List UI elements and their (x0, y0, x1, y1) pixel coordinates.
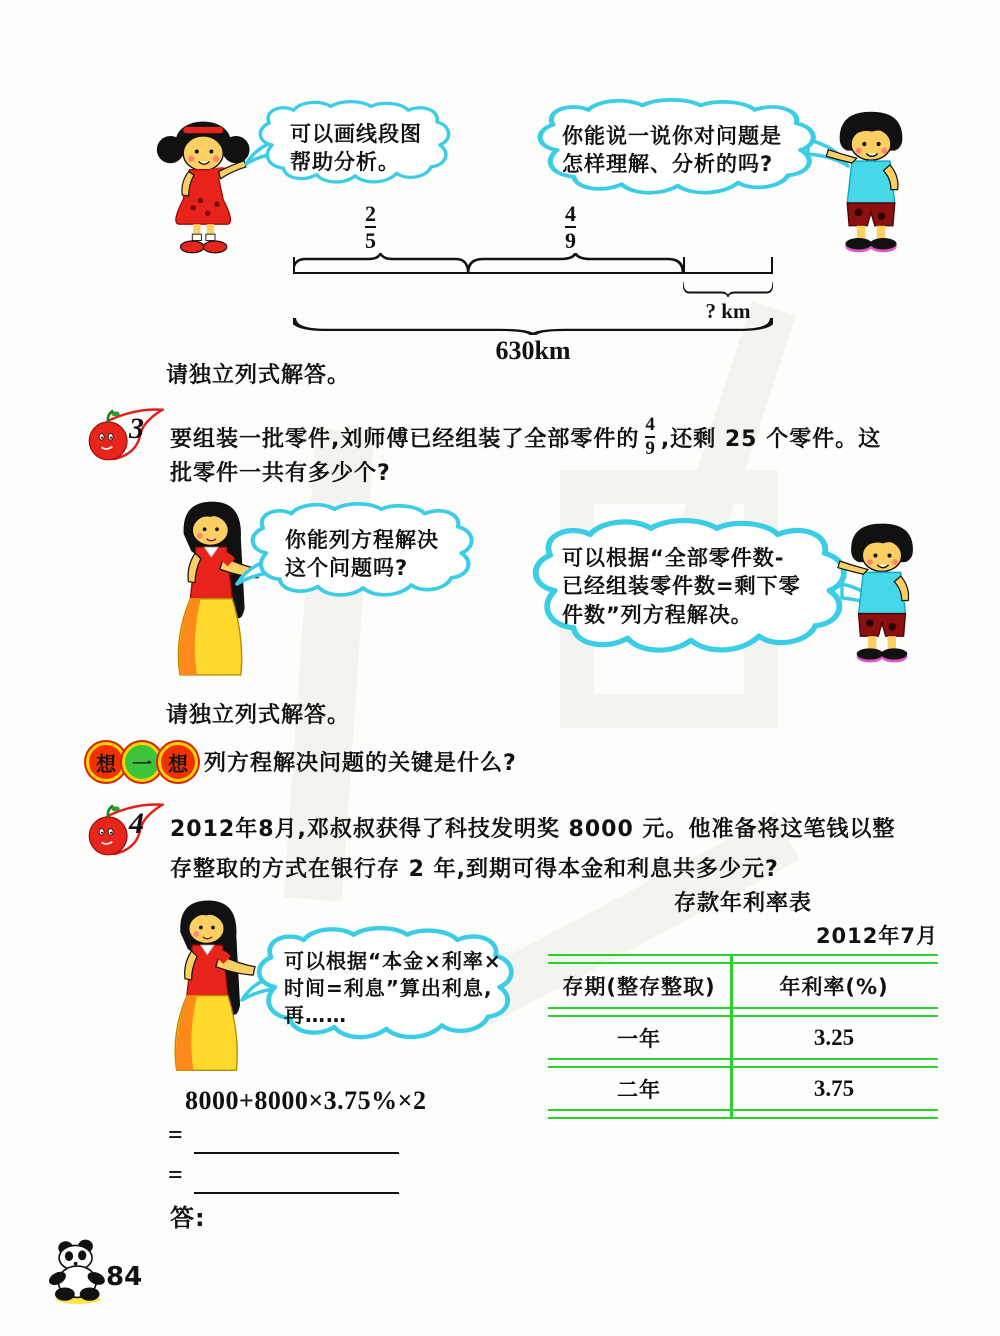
bubble-text-line: 你能说一说你对问题是 (562, 124, 782, 148)
table-rule (548, 1109, 938, 1119)
table-cell: 二年 (617, 1077, 661, 1102)
think-badge-char: 想 (158, 742, 198, 782)
answer-label: 答: (170, 1204, 206, 1232)
table-row (548, 1017, 938, 1058)
teacher-speech-bubble (243, 502, 493, 604)
page-number: 84 (106, 1262, 143, 1292)
table-rule (548, 1058, 938, 1068)
problem4-badge (86, 801, 164, 861)
table-header-cell: 存期(整存整取) (562, 974, 716, 999)
bubble-text-line: 这个问题吗? (285, 556, 409, 581)
problem4-line1: 2012年8月,邓叔叔获得了科技发明奖 8000 元。他准备将这笔钱以整 (170, 817, 896, 842)
table-cell: 3.75 (813, 1075, 855, 1101)
girl-speech-bubble (252, 100, 467, 190)
boy-character (828, 518, 936, 668)
equals-sign: = (168, 1120, 183, 1149)
problem4-line2: 存整取的方式在银行存 2 年,到期可得本金和利息共多少元? (170, 857, 779, 882)
boy-hint-bubble (522, 518, 874, 663)
total-distance-label: 630km (495, 336, 571, 365)
bubble-text-line: 怎样理解、分析的吗? (562, 152, 774, 177)
problem4-number: 4 (129, 807, 144, 840)
teacher-hint-bubble (248, 926, 536, 1048)
rate-table-date: 2012年7月 (815, 924, 938, 948)
table-header-cell: 年利率(%) (779, 974, 889, 999)
bubble-text-line: 已经组装零件数=剩下零 (562, 574, 801, 599)
think-question: 列方程解决问题的关键是什么? (204, 751, 517, 776)
bubble-text-line: 可以根据“本金×利率× (284, 949, 502, 973)
rate-table-block (548, 886, 938, 1119)
answer-blank-line (194, 1152, 399, 1154)
bubble-text-line: 你能列方程解决 (285, 528, 439, 552)
underbrace-total (293, 318, 773, 335)
girl-character (155, 112, 255, 260)
problem3-number: 3 (129, 412, 144, 445)
bubble-text-line: 件数”列方程解决。 (562, 602, 753, 627)
problem3-line2: 批零件一共有多少个? (170, 461, 391, 486)
table-row (548, 1068, 938, 1109)
underbrace-remaining (683, 282, 773, 297)
instruction-text: 请独立列式解答。 (166, 363, 351, 388)
table-column-divider (730, 954, 733, 1119)
rate-table-title: 存款年利率表 (673, 891, 812, 916)
instruction-text: 请独立列式解答。 (166, 703, 351, 728)
overbrace-segment1 (293, 253, 468, 273)
panda-icon (45, 1238, 107, 1304)
bubble-text-line: 再…… (284, 1003, 347, 1027)
problem3-badge (86, 406, 164, 466)
rate-table (548, 954, 938, 1119)
table-rule (548, 1007, 938, 1017)
bubble-text-line: 可以画线段图 (290, 122, 422, 146)
boy-speech-bubble (528, 98, 840, 202)
think-badge-char: 一 (122, 742, 162, 782)
diagram-baseline (293, 272, 773, 274)
table-cell: 3.25 (813, 1024, 855, 1050)
bubble-text-line: 可以根据“全部零件数- (562, 546, 785, 570)
fraction-four-ninths: 4 9 (565, 201, 576, 254)
remaining-distance-label: ? km (705, 299, 751, 323)
answer-blank-line (194, 1192, 399, 1194)
problem3-line1: 要组装一批零件,刘师傅已经组装了全部零件的 $\frac{4}{9}$ ,还剩 25 个零件。这 (170, 414, 882, 459)
think-badge-char: 想 (86, 742, 126, 782)
think-badge (86, 742, 194, 782)
equals-sign: = (168, 1160, 183, 1189)
overbrace-segment2 (468, 253, 683, 273)
boy-character (815, 106, 927, 258)
line-segment-diagram (293, 200, 775, 365)
worksheet-expression: 8000+8000×3.75%×2 (185, 1086, 427, 1115)
table-rule (548, 954, 938, 964)
bubble-text-line: 时间=利息”算出利息, (284, 976, 493, 1000)
fraction-two-fifths: 2 5 (365, 201, 376, 254)
fraction-four-ninths: $\frac{4}{9}$ (645, 414, 655, 459)
table-cell: 一年 (617, 1026, 661, 1051)
bubble-text-line: 帮助分析。 (290, 150, 400, 175)
